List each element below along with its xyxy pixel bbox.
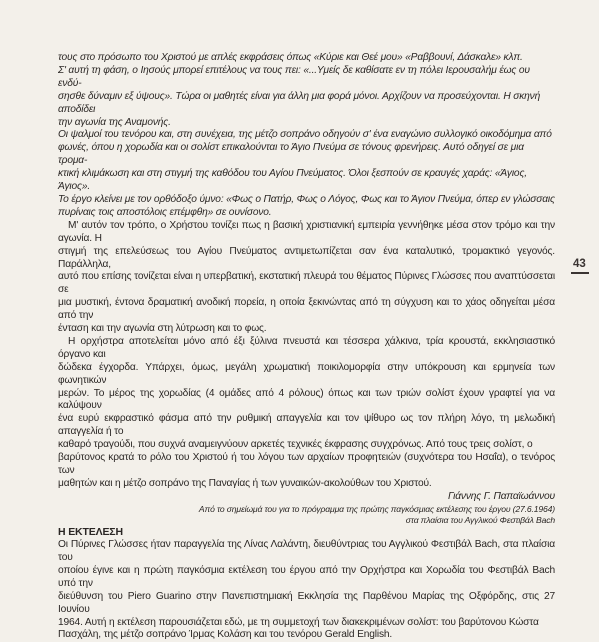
text-line: Το έργο κλείνει με τον ορθόδοξο ύμνο: «Φως ο Πατήρ, Φως ο Λόγος, Φως και το Άγιον Πνεύμα, όπερ εν γλώσσαις: [58, 193, 555, 205]
text-line: μαθητών και η μέτζο σοπράνο της Παναγίας ή των γυναικών-ακολούθων του Χριστού.: [58, 477, 432, 489]
text-line: Μ' αυτόν τον τρόπο, ο Χρήστου τονίζει πως η βασική χριστιανική εμπειρία γεννήθηκε μέσα στον τρόμο και την αγωνία. Η: [58, 219, 555, 244]
text-line: ένα ευρύ εκφραστικό φάσμα από την ρυθμική απαγγελία και τον ψίθυρο ως τον πλήρη λόγο, τη μελωδική απαγγελία ή το: [58, 413, 555, 438]
author-signature: Γιάννης Γ. Παπαϊωάννου: [447, 490, 555, 502]
text-line: Πασχάλη, της μέτζο σοπράνο Ίρμας Κολάση και του τενόρου Gerald English.: [58, 629, 393, 641]
text-line: την αγωνία της Αναμονής.: [58, 116, 171, 128]
credit-line: Από το σημείωμά του για το πρόγραμμα της πρώτης παγκόσμιας εκτέλεσης του έργου (27.6.1964): [198, 503, 555, 514]
text-line: μερών. Το μέρος της χορωδίας (4 ομάδες από 4 ρόλους) όπως και των τριών σολίστ έχουν γραφτεί για να καλύψουν: [58, 387, 555, 412]
credit-line: στα πλαίσια του Αγγλικού Φεστιβάλ Bach: [405, 514, 555, 525]
text-line: ένταση και την αγωνία στη λύτρωση και το φως.: [58, 323, 267, 335]
text-line: διεύθυνση του Piero Guarino στην Πανεπιστημιακή Εκκλησία της Παρθένου Μαρίας της Οξφόρδης, στις 27 Ιουνίου: [58, 590, 555, 615]
text-line: βαρύτονος κρατά το ρόλο του Χριστού ή του λόγου των αρχαίων προφητειών (συχνότερα του Ησαΐα), ο τενόρος των: [58, 452, 555, 476]
paragraph-4: [58, 336, 555, 491]
text-line: κτική κλιμάκωση και στη στιγμή της καθόδου του Αγίου Πνεύματος. Όλοι ξεσπούν σε κραυγές χαράς: «Άγιος, Άγιος».: [58, 168, 527, 193]
text-line: φωνές, όπου η χορωδία και οι σολίστ επικαλούνται το Άγιο Πνεύμα σε τόνους φρενήρεις. Αυτό οδηγεί σε μια τρομα-: [58, 142, 524, 167]
text-line: δώδεκα έγχορδα. Υπάρχει, όμως, μεγάλη χρωματική ποικιλομορφία στην υπόκρουση και ερμηνεία των φωνητικών: [58, 361, 555, 386]
text-line: σησθε δύναμιν εξ ύψους». Τώρα οι μαθητές είναι για άλλη μια φορά μόνοι. Αρχίζουν να προσεύχονται. Η σκηνή αποδίδει: [58, 90, 541, 115]
paragraph-3: [58, 220, 555, 336]
text-line: μια μυστική, έντονα δραματική ανοδική πορεία, η οποία ξεκινώντας από τη σύγχυση και το χάος οδηγείται μέσα από την: [58, 297, 555, 322]
page-number-rule: [571, 272, 589, 274]
text-line: στιγμή της επελεύσεως του Αγίου Πνεύματος αντιμετωπίζεται σαν ένα καταλυτικό, τρομακτικό γεγονός. Παράλληλα,: [58, 245, 555, 270]
text-line: Οι Πύρινες Γλώσσες ήταν παραγγελία της Λίνας Λαλάντη, διευθύντριας του Αγγλικού Φεστιβάλ Bach, στα πλαίσια του: [58, 539, 555, 564]
text-line: Οι ψαλμοί του τενόρου και, στη συνέχεια, της μέτζο σοπράνο οδηγούν σ' ένα εναγώνιο συλλογικό οικοδόμημα από: [58, 129, 552, 141]
text-line: τους στο πρόσωπο του Χριστού με απλές εκφράσεις όπως «Κύριε και Θεέ μου» «Ραββουνί, Δάσκαλε» κλπ.: [58, 52, 523, 63]
page-number: 43: [573, 258, 586, 270]
paragraph-5: [58, 539, 555, 642]
paragraph-2: [58, 129, 555, 219]
text-line: 1964. Αυτή η εκτέλεση παρουσιάζεται εδώ, με τη συμμετοχή των διακεκριμένων σολίστ: του βαρύτονου Κώστα: [58, 616, 539, 628]
section-heading: Η ΕΚΤΕΛΕΣΗ: [58, 526, 123, 539]
paragraph-1: [58, 52, 555, 129]
text-line: Η ορχήστρα αποτελείται μόνο από έξι ξύλινα πνευστά και τέσσερα χάλκινα, τρία κρουστά, εκκλησιαστικό όργανο και: [58, 335, 555, 360]
text-column: [58, 52, 555, 642]
text-line: οποίου έγινε και η πρώτη παγκόσμια εκτέλεση του έργου από την Ορχήστρα και Χορωδία του Φεστιβάλ Bach υπό την: [58, 564, 555, 589]
text-line: Σ' αυτή τη φάση, ο Ιησούς μπορεί επιτέλους να τους πει: «...Υμείς δε καθίσατε εν τη πόλει Ιερουσαλήμ έως ου ενδύ-: [58, 64, 530, 89]
text-line: πυρίναις τοις αποστόλοις επέμφθη» σε ουνίσονο.: [58, 206, 272, 218]
text-line: καθαρό τραγούδι, που συχνά αναμειγνύουν αρκετές τεχνικές έκφρασης συγχρόνως. Από τους τρεις σολίστ, ο: [58, 439, 533, 451]
text-line: αυτό που επίσης τονίζεται είναι η υπερβατική, εκστατική πλευρά του θέματος Πύρινες Γλώσσες που αναπτύσσεται σε: [58, 271, 555, 296]
source-credit: [58, 504, 555, 526]
